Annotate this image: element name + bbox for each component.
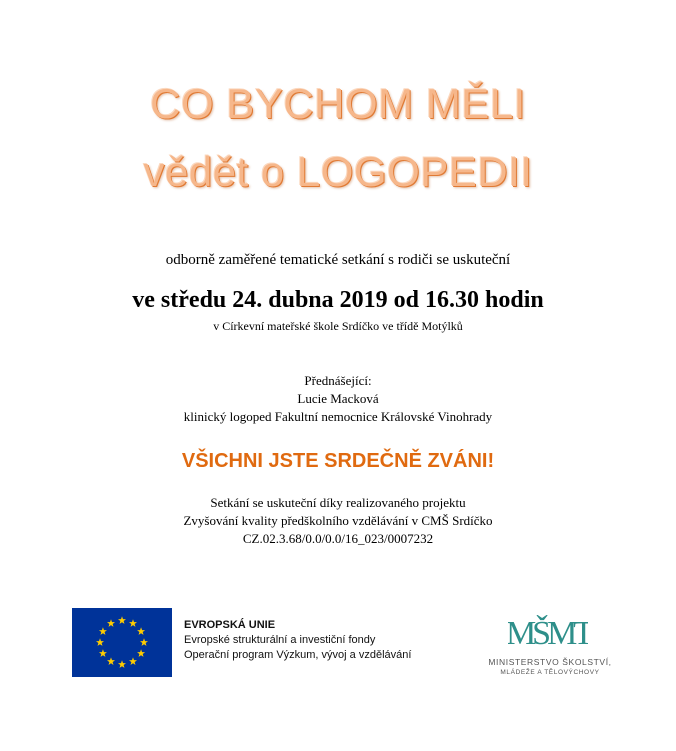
eu-star [137, 627, 145, 635]
project-line-1: Setkání se uskuteční díky realizovaného projektu [210, 495, 466, 510]
speaker-label: Přednášející: [304, 373, 372, 388]
title-line-2: vědět o LOGOPEDII [143, 148, 533, 195]
invitation-text: VŠICHNI JSTE SRDEČNĚ ZVÁNI! [181, 450, 495, 472]
eu-star [99, 649, 107, 657]
intro-text: odborně zaměřené tematické setkání s rodiči se uskuteční [165, 252, 511, 268]
project-line-2: Zvyšování kvality předškolního vzdělávání v CMŠ Srdíčko [183, 513, 493, 528]
eu-star [137, 649, 145, 657]
eu-star [99, 627, 107, 635]
title-line-1: CO BYCHOM MĚLI [150, 80, 526, 127]
event-venue: v Církevní mateřské škole Srdíčko ve třídě Motýlků [213, 319, 463, 333]
eu-star [129, 657, 137, 665]
eu-funds: Evropské strukturální a investiční fondy [184, 634, 376, 646]
eu-star [118, 616, 126, 624]
eu-star [107, 657, 115, 665]
eu-star [129, 619, 137, 627]
eu-name: EVROPSKÁ UNIE [184, 619, 276, 631]
eu-programme: Operační program Výzkum, vývoj a vzdělávání [184, 649, 412, 661]
eu-star [107, 619, 115, 627]
eu-flag-icon [72, 608, 172, 677]
speaker-name: Lucie Macková [297, 391, 379, 406]
eu-text-block [184, 618, 411, 663]
speaker-role: klinický logoped Fakultní nemocnice Královské Vinohrady [183, 409, 493, 424]
svg-text:MŠMT: MŠMT [508, 615, 588, 652]
msmt-logo-icon [508, 608, 588, 654]
eu-star [140, 638, 148, 646]
project-code: CZ.02.3.68/0.0/0.0/16_023/0007232 [242, 531, 434, 546]
msmt-line-1: MINISTERSTVO ŠKOLSTVÍ, [488, 657, 612, 667]
eu-star [96, 638, 104, 646]
eu-star [118, 660, 126, 668]
msmt-text-block [470, 657, 630, 677]
msmt-line-2: MLÁDEŽE A TĚLOVÝCHOVY [500, 669, 600, 676]
event-date: ve středu 24. dubna 2019 od 16.30 hodin [132, 287, 544, 313]
